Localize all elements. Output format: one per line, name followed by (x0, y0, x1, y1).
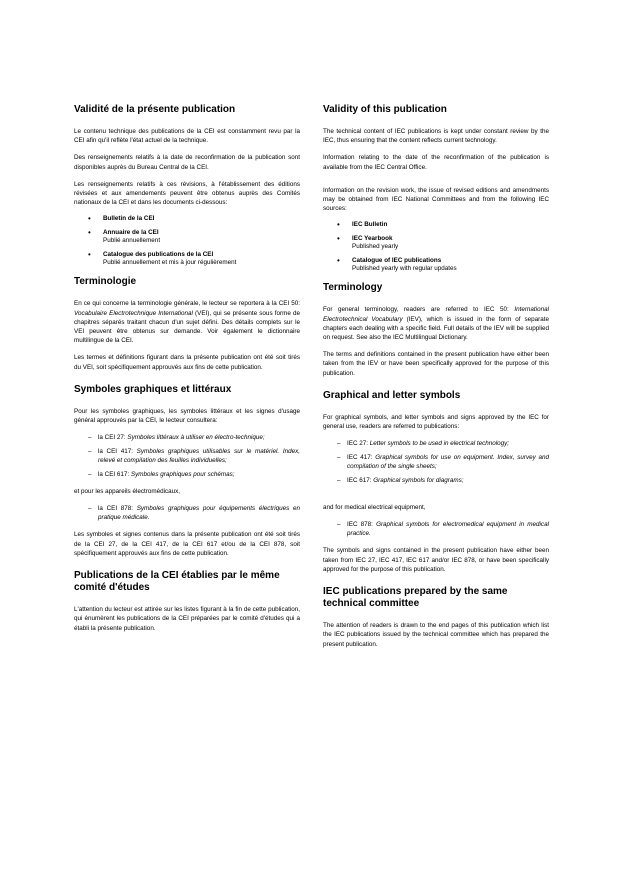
heading-validity-en: Validity of this publication (323, 104, 447, 115)
paragraph: L'attention du lecteur est attirée sur les listes figurant à la fin de cette publication, qui énumèrent les publications de la CEI préparées par le comité d'études qui a établi la présente publication. (74, 606, 300, 632)
heading-terminology-fr: Terminologie (74, 276, 137, 288)
bullet-icon: • (337, 255, 340, 265)
sources-list-en (323, 221, 549, 273)
paragraph: and for medical electrical equipment, (323, 504, 426, 512)
list-item: • Catalogue des publications de la CEI Publié annuellement et mis à jour régulièrement (88, 249, 237, 267)
dash-icon: – (337, 454, 341, 462)
symbols-list-fr (74, 433, 300, 479)
paragraph: Les symboles et signes contenus dans la présente publication ont été soit tirés de la CEI 27, de la CEI 417, de la CEI 617 et/ou de la CEI 878, soit spécifiquement approuvés aux fins de cette publication. (74, 531, 300, 557)
bullet-icon: • (88, 227, 91, 237)
heading-symbols-fr: Symboles graphiques et littéraux (74, 383, 232, 395)
paragraph: Information relating to the date of the reconfirmation of the publication is available from the IEC Central Office. (323, 154, 549, 171)
medical-symbols-list-en (323, 520, 549, 538)
paragraph: Des renseignements relatifs à la date de reconfirmation de la publication sont disponibles auprès du Bureau Central de la CEI. (74, 154, 300, 171)
medical-symbols-list-fr (74, 504, 300, 522)
list-item: – la CEI 417: Symboles graphiques utilisables sur le matériel. Index, relevé et compilation des feuilles individuelles; (88, 448, 300, 465)
paragraph: The attention of readers is drawn to the end pages of this publication which list the IEC publications issued by the technical committee which has prepared the present publication. (323, 622, 549, 648)
list-item: • IEC Bulletin (337, 220, 388, 230)
list-item: • Bulletin de la CEI (88, 214, 155, 224)
paragraph: Le contenu technique des publications de la CEI est constamment revu par la CEI afin qu'il reflète l'état actuel de la technique. (74, 128, 300, 145)
list-item: – IEC 27: Letter symbols to be used in electrical technology; (337, 440, 510, 448)
list-item: – la CEI 878: Symboles graphiques pour équipements électriques en pratique médicale. (88, 505, 300, 522)
dash-icon: – (337, 440, 341, 448)
list-item: • Catalogue of IEC publications Published yearly with regular updates (337, 255, 457, 273)
list-item: – la CEI 27: Symboles littéraux à utiliser en électro-technique; (88, 434, 265, 442)
paragraph: En ce qui concerne la terminologie générale, le lecteur se reportera à la CEI 50: Vocabulaire Electrotechnique International (VEI), qui se présente sous forme de chapitres séparés traitant chacun d'un sujet défini. Des détails complets sur le VEI peuvent être obtenus sur demande. Voir également le dictionnaire multilingue de la CEI. (74, 300, 300, 345)
english-column (323, 104, 549, 657)
list-item: – IEC 617: Graphical symbols for diagrams; (337, 477, 464, 485)
paragraph: Pour les symboles graphiques, les symboles littéraux et les signes d'usage général approuvés par la CEI, le lecteur consultera: (74, 407, 300, 425)
bullet-icon: • (337, 233, 340, 243)
dash-icon: – (88, 505, 92, 513)
list-item: • Annuaire de la CEI Publié annuellement (88, 227, 161, 245)
heading-committee-en: IEC publications prepared by the same technical committee (323, 586, 508, 610)
paragraph: et pour les appareils électromédicaux, (74, 488, 181, 496)
list-item: – IEC 878: Graphical symbols for electromedical equipment in medical practice. (337, 521, 549, 538)
heading-symbols-en: Graphical and letter symbols (323, 389, 461, 401)
bullet-icon: • (88, 214, 91, 224)
symbols-list-en (323, 439, 549, 485)
paragraph: For general terminology, readers are referred to IEC 50: International Electrotechnical Vocabulary (IEV), which is issued in the form of separate chapters each dealing with a specific field. Full details of the IEV will be supplied on request. See also the IEC Multilingual Dictionary. (323, 306, 549, 342)
dash-icon: – (88, 448, 92, 456)
french-column (74, 104, 300, 641)
paragraph: Les renseignements relatifs à ces révisions, à l'établissement des éditions révisées et aux amendements peuvent être obtenus auprès des Comités nationaux de la CEI et dans les documents ci-dessous: (74, 180, 300, 207)
paragraph: The terms and definitions contained in the present publication have either been taken from the IEV or have been specifically approved for the purpose of this publication. (323, 351, 549, 377)
bullet-icon: • (337, 220, 340, 230)
paragraph: Les termes et définitions figurant dans la présente publication ont été soit tirés du VEI, soit spécifiquement approuvés aux fins de cette publication. (74, 354, 300, 371)
sources-list-fr (74, 215, 300, 267)
heading-committee-fr: Publications de la CEI établies par le même comité d'études (74, 570, 280, 594)
dash-icon: – (337, 521, 341, 529)
paragraph: For graphical symbols, and letter symbols and signs approved by the IEC for general use, readers are referred to publications: (323, 413, 549, 431)
dash-icon: – (88, 434, 92, 442)
paragraph: The technical content of IEC publications is kept under constant review by the IEC, thus ensuring that the content reflects current technology. (323, 128, 549, 145)
list-item: – IEC 417: Graphical symbols for use on equipment. Index, survey and compilation of the single sheets; (337, 454, 549, 471)
paragraph: Information on the revision work, the issue of revised editions and amendments may be obtained from IEC National Committees and from the following IEC sources: (323, 186, 549, 213)
heading-terminology-en: Terminology (323, 282, 383, 294)
list-item: – la CEI 617: Symboles graphiques pour schémas; (88, 471, 235, 479)
dash-icon: – (88, 471, 92, 479)
paragraph: The symbols and signs contained in the present publication have either been taken from IEC 27, IEC 417, IEC 617 and/or IEC 878, or have been specifically approved for the purpose of this publication. (323, 547, 549, 573)
dash-icon: – (337, 477, 341, 485)
heading-validity-fr: Validité de la présente publication (74, 104, 236, 115)
list-item: • IEC Yearbook Published yearly (337, 233, 399, 251)
bullet-icon: • (88, 249, 91, 259)
